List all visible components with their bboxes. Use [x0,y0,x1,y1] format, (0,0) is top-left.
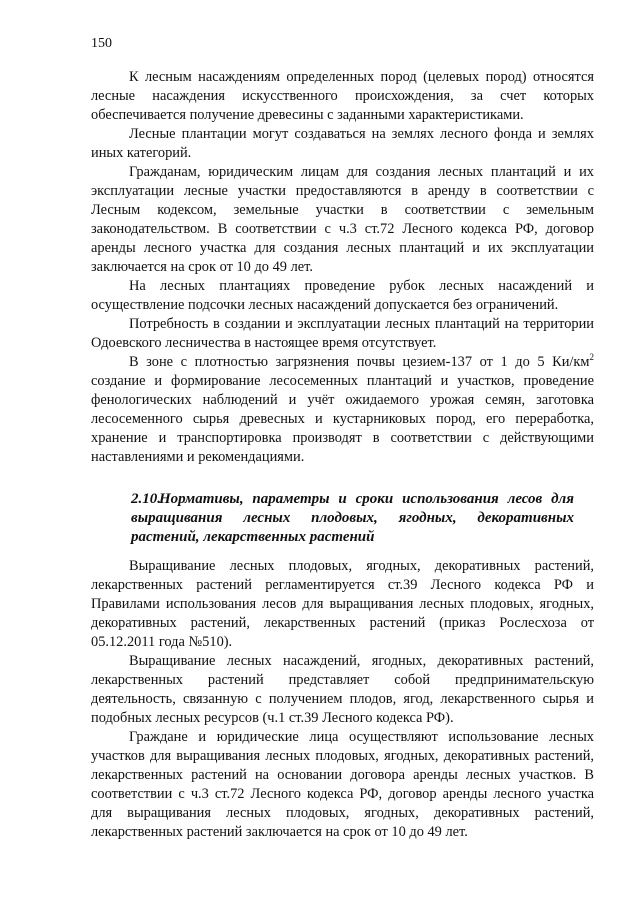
section-heading [131,490,574,547]
paragraph: Потребность в создании и эксплуатации лесных плантаций на территории Одоевского лесничества в настоящее время отсутствует. [91,316,594,351]
paragraph-contamination [91,353,594,467]
paragraph: Выращивание лесных насаждений, ягодных, декоративных растений, лекарственных растений представляет собой предпринимательскую деятельность, связанную с получением плодов, ягод, лекарственного сырья и подобных лесных ресурсов (ч.1 ст.39 Лесного кодекса РФ). [91,653,594,726]
paragraph: Выращивание лесных плодовых, ягодных, декоративных растений, лекарственных растений регламентируется ст.39 Лесного кодекса РФ и Правилами использования лесов для выращивания лесных плодовых, ягодных, декоративных растений, лекарственных растений (приказ Рослесхоза от 05.12.2011 года №510). [91,558,594,650]
paragraph: На лесных плантациях проведение рубок лесных насаждений и осуществление подсочки лесных насаждений допускается без ограничений. [91,278,594,313]
section-2-text [91,557,594,842]
section-number: 2.10. [131,491,161,507]
section-title: Нормативы, параметры и сроки использования лесов для выращивания лесных плодовых, ягодных, декоративных растений, лекарственных растений [131,491,574,545]
contamination-text: В зоне с плотностью загрязнения почвы цезием-137 от 1 до 5 Ки/км [129,354,590,370]
superscript: 2 [589,352,594,363]
paragraph: Граждане и юридические лица осуществляют использование лесных участков для выращивания лесных плодовых, ягодных, декоративных растений, лекарственных растений на основании договора аренды лесных участков. В соответствии с ч.3 ст.72 Лесного кодекса РФ, договор аренды лесного участка для выращивания лесных плодовых, ягодных, декоративных растений, лекарственных растений заключается на срок от 10 до 49 лет. [91,729,594,840]
paragraph: Лесные плантации могут создаваться на землях лесного фонда и землях иных категорий. [91,126,594,161]
paragraph: Гражданам, юридическим лицам для создания лесных плантаций и их эксплуатации лесные участки предоставляются в аренду в соответствии с Лесным кодексом, земельные участки в соответствии с земельным законодательством. В соответствии с ч.3 ст.72 Лесного кодекса РФ, договор аренды лесного участка для создания лесных плантаций и их эксплуатации заключается на срок от 10 до 49 лет. [91,164,594,275]
page-number: 150 [91,36,112,51]
contamination-text-continued: создание и формирование лесосеменных плантаций и участков, проведение фенологических наблюдений и учёт ожидаемого урожая семян, заготовка лесосеменного сырья древесных и кустарниковых пород, его переработка, хранение и транспортировка производят в соответствии с действующими наставлениями и рекомендациями. [91,373,594,465]
section-1-text [91,68,594,467]
paragraph: К лесным насаждениям определенных пород (целевых пород) относятся лесные насаждения искусственного происхождения, за счет которых обеспечивается получение древесины с заданными характеристиками. [91,69,594,123]
